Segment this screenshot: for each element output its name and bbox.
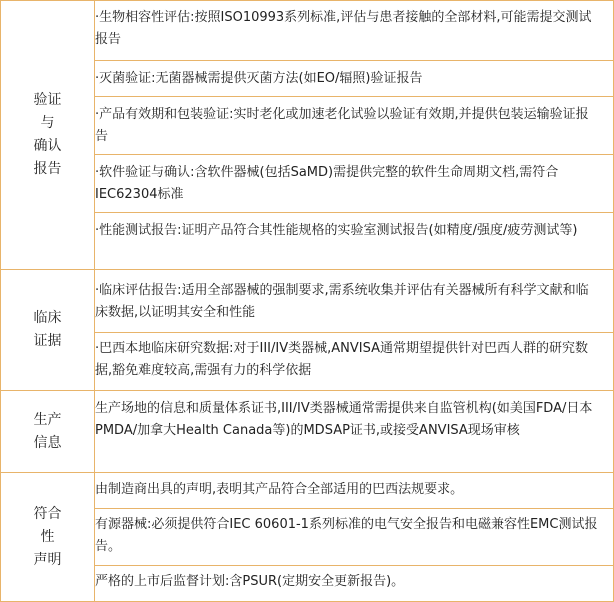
category-label: 符合 性 声明 [33, 505, 62, 568]
table-row: ·生物相容性评估:按照ISO10993系列标准,评估与患者接触的全部材料,可能需提交测试报告 [95, 10, 592, 47]
category-label: 生产 信息 [33, 411, 62, 451]
table-row: 严格的上市后监督计划:含PSUR(定期安全更新报告)。 [95, 574, 405, 589]
table-row: 由制造商出具的声明,表明其产品符合全部适用的巴西法规要求。 [95, 482, 464, 497]
category-cell-production [1, 391, 94, 472]
row-divider [95, 96, 613, 97]
row-divider [95, 332, 613, 333]
row-divider [95, 508, 613, 509]
category-cell-clinical [1, 270, 94, 390]
category-label: 验证 与 确认 报告 [33, 92, 62, 177]
table-row: ·性能测试报告:证明产品符合其性能规格的实验室测试报告(如精度/强度/疲劳测试等) [95, 223, 578, 238]
table-row: ·灭菌验证:无菌器械需提供灭菌方法(如EO/辐照)验证报告 [95, 71, 423, 86]
table-row: 生产场地的信息和质量体系证书,III/IV类器械通常需提供来自监管机构(如美国FDA/日本PMDA/加拿大Health Canada等)的MDSAP证书,或接受ANVISA现场审核 [95, 401, 593, 438]
table-row: 有源器械:必须提供符合IEC 60601-1系列标准的电气安全报告和电磁兼容性EMC测试报告。 [95, 517, 598, 554]
table-row: ·临床评估报告:适用全部器械的强制要求,需系统收集并评估有关器械所有科学文献和临床数据,以证明其安全和性能 [95, 283, 589, 320]
row-divider [95, 60, 613, 61]
row-divider [95, 154, 613, 155]
category-cell-validation [1, 1, 94, 269]
table-row: ·软件验证与确认:含软件器械(包括SaMD)需提供完整的软件生命周期文档,需符合IEC62304标准 [95, 165, 559, 202]
table-row: ·巴西本地临床研究数据:对于III/IV类器械,ANVISA通常期望提供针对巴西人群的研究数据,豁免难度较高,需强有力的科学依据 [95, 341, 588, 378]
category-cell-conformity [1, 473, 94, 601]
category-label: 临床 证据 [33, 310, 62, 349]
row-divider [95, 565, 613, 566]
table-row: ·产品有效期和包装验证:实时老化或加速老化试验以验证有效期,并提供包装运输验证报告 [95, 107, 589, 144]
row-divider [95, 212, 613, 213]
